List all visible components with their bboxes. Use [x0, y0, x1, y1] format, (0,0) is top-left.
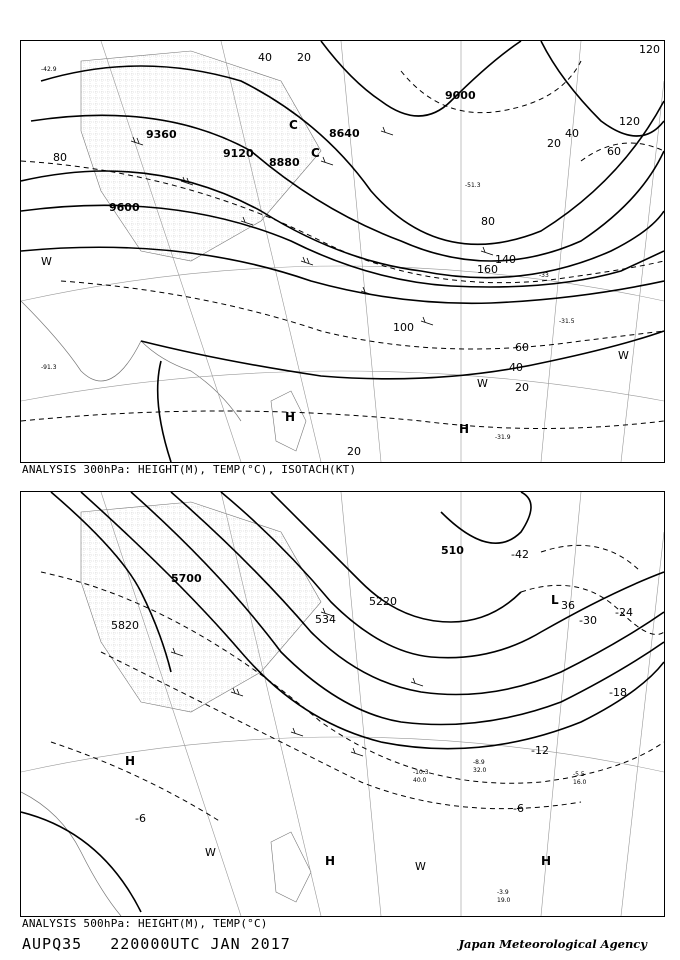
isotach-label: 40 [258, 51, 272, 64]
station-value: -5.5 [573, 771, 585, 778]
station-value: -8.9 [473, 759, 485, 766]
low-pressure-symbol: L [551, 593, 559, 607]
cold-center-symbol: C [289, 118, 298, 132]
cold-center-symbol: C [311, 146, 320, 160]
map-500hpa [21, 492, 664, 916]
isotach-label: 40 [509, 361, 523, 374]
coastline [21, 792, 121, 916]
temp-label: -33 [539, 272, 549, 279]
height-label: 8640 [329, 127, 360, 140]
isotach-label: 40 [565, 127, 579, 140]
isotach-label: 20 [515, 381, 529, 394]
high-pressure-symbol: H [285, 410, 296, 424]
warm-center-symbol: W [415, 860, 426, 873]
agency-credit: Japan Meteorological Agency [458, 937, 647, 951]
high-pressure-symbol: H [125, 754, 136, 768]
station-value: -3.9 [497, 889, 509, 896]
isotach-label: 20 [547, 137, 561, 150]
warm-center-symbol: W [477, 377, 488, 390]
temp-label: -6 [135, 812, 146, 825]
high-pressure-symbol: H [541, 854, 552, 868]
height-label: 8880 [269, 156, 300, 169]
height-label: 534 [315, 613, 336, 626]
temp-label: -30 [579, 614, 597, 627]
caption-300hpa: ANALYSIS 300hPa: HEIGHT(M), TEMP(°C), ISOTACH(KT) [22, 463, 357, 476]
caption-500hpa: ANALYSIS 500hPa: HEIGHT(M), TEMP(°C) [22, 917, 268, 930]
coastline [21, 301, 241, 421]
high-pressure-symbol: H [325, 854, 336, 868]
isotach-label: 140 [495, 253, 516, 266]
station-value: 16.0 [573, 779, 587, 786]
isotach-label: 20 [297, 51, 311, 64]
warm-center-symbol: W [41, 255, 52, 268]
isotach-label: 120 [619, 115, 640, 128]
land-japan [271, 832, 311, 902]
temp-label: -24 [615, 606, 633, 619]
station-value: 32.0 [473, 767, 487, 774]
height-label: 9000 [445, 89, 476, 102]
temp-label: -51.3 [465, 182, 481, 189]
temp-label: -31.9 [495, 434, 511, 441]
isotach-label: 20 [347, 445, 361, 458]
warm-center-symbol: W [618, 349, 629, 362]
height-label: 9600 [109, 201, 140, 214]
chart-300hpa [20, 40, 665, 463]
height-label: 9120 [223, 147, 254, 160]
chart-identifier [22, 935, 309, 953]
high-pressure-symbol: H [459, 422, 470, 436]
height-label: 9360 [146, 128, 177, 141]
station-value: -10.3 [413, 769, 429, 776]
warm-center-symbol: W [205, 846, 216, 859]
isotach-label: 120 [639, 43, 660, 56]
isotach-label: 60 [607, 145, 621, 158]
isotach-label: 80 [53, 151, 67, 164]
temp-label: -31.5 [559, 318, 575, 325]
isotach-label: 60 [515, 341, 529, 354]
map-300hpa [21, 41, 664, 462]
station-value: 40.0 [413, 777, 427, 784]
height-label: 36 [561, 599, 575, 612]
isotach-label: 160 [477, 263, 498, 276]
isotach-label: 80 [481, 215, 495, 228]
chart-code: AUPQ35 [22, 935, 83, 953]
temp-label: -91.3 [41, 364, 57, 371]
temp-label: -18 [609, 686, 627, 699]
station-value: 19.0 [497, 897, 511, 904]
height-label: 510 [441, 544, 464, 557]
chart-500hpa [20, 491, 665, 917]
temp-label: -42 [511, 548, 529, 561]
temp-label: -42.9 [41, 66, 57, 73]
temp-label: -12 [531, 744, 549, 757]
isotach-label: 100 [393, 321, 414, 334]
chart-datetime: 220000UTC JAN 2017 [110, 935, 291, 953]
height-label: 5700 [171, 572, 202, 585]
height-label: 5820 [111, 619, 139, 632]
temp-label: -6 [513, 802, 524, 815]
height-label: 5220 [369, 595, 397, 608]
